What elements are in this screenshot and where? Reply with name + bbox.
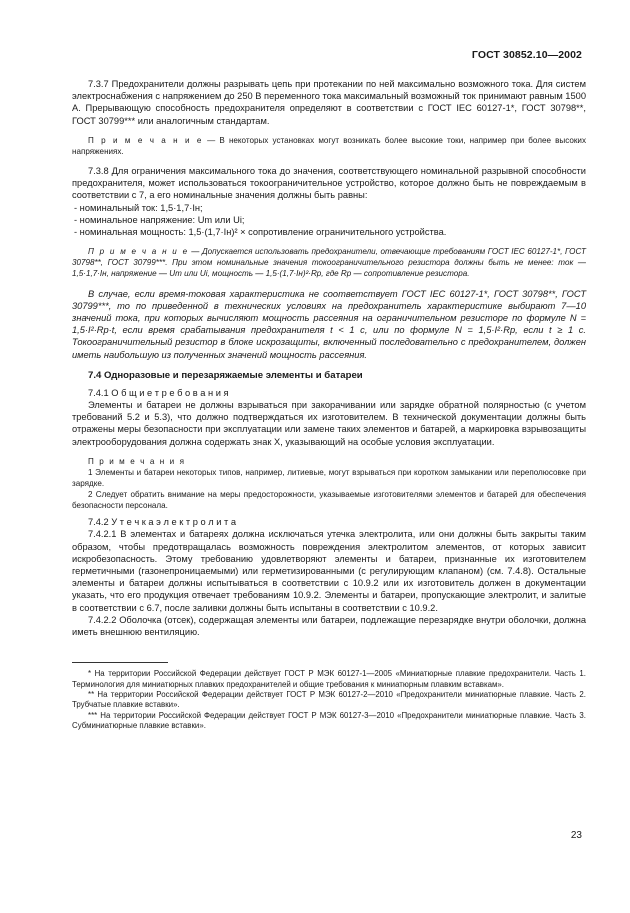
paragraph-7-4-1: Элементы и батареи не должны взрываться при закорачивании или зарядке обратной полярностью (с учетом требований 5.2 и 5.3), что должно подтверждаться их изготовителем. В технической документации должны быть отражены меры безопасности при эксплуатации или замене таких элементов и батарей, а маркировка взрывозащиты электрооборудования должна содержать знак X, указывающий на особые условия эксплуатации. (72, 399, 586, 447)
note-2-label: П р и м е ч а н и е (88, 247, 189, 257)
list-item-rated-voltage: - номинальное напряжение: Um или Ui; (74, 214, 245, 225)
footnote-2: ** На территории Российской Федерации действует ГОСТ Р МЭК 60127-2—2010 «Предохранители миниатюрные плавкие. Часть 2. Трубчатые плавкие вставки». (72, 690, 586, 710)
paragraph-7-3-8: 7.3.8 Для ограничения максимального тока до значения, соответствующего номинальной разрывной способности предохранителя, может использоваться токоограничительное устройство, которое должно быть не повреждаемым в соответствии с 7, а его номинальные значения должны быть равны: (72, 166, 586, 201)
notes-3-item-2: 2 Следует обратить внимание на меры предосторожности, указываемые изготовителями элементов и батарей для обеспечения безопасности персонала. (72, 490, 586, 511)
list-item-rated-current: - номинальный ток: 1,5·1,7·Iн; (74, 202, 203, 213)
page-content (72, 78, 586, 732)
note-1 (72, 135, 586, 157)
footnote-1: * На территории Российской Федерации действует ГОСТ Р МЭК 60127-1—2005 «Миниатюрные плавкие предохранители. Часть 1. Терминология для миниатюрных плавких предохранителей и общие требования к миниатюрным плавким вставкам». (72, 669, 586, 689)
note-1-text: — В некоторых установках могут возникать более высокие токи, например при более высоких напряжениях. (72, 135, 586, 156)
paragraph-time-current: В случае, если время-токовая характеристика не соответствует ГОСТ IEC 60127-1*, ГОСТ 30798**, ГОСТ 30799***, то по приведенной в технических условиях на предохранитель характеристике выбирают 7—10 значений тока, при которых вычисляют мощность рассеяния на ограничительном резисторе по формуле N = 1,5·I²·Rp·t, если время срабатывания предохранителя t < 1 с, или по формуле N = 1,5·I²·Rp, если t ≥ 1 с. Токоограничительный резистор в блоке искрозащиты, включенный последовательно с предохранителем, должен иметь наибольшую из полученных значений мощность рассеяния. (72, 288, 586, 360)
page-number: 23 (570, 830, 582, 841)
paragraph-7-4-2-1: 7.4.2.1 В элементах и батареях должна исключаться утечка электролита, или они должны быть закрыты таким образом, чтобы предотвращалась возможность повреждения электролитом элементов, от которых зависит искробезопасность. Этому требованию удовлетворяют элементы и батареи, признанные их изготовителем герметичными (газонепроницаемыми) или герметизированными (с регулирующим клапаном) (см. 7.4.8). Остальные элементы и батареи должны испытываться в соответствии с 10.9.2 или их изготовитель должен в документации указать, что его продукция отвечает требованиям 10.9.2. Элементы и батареи, пропускающие электролит, и залитые в соответствии с 6.7, после заливки должны быть испытаны в соответствии с 10.9.2. (72, 529, 586, 613)
subsection-heading-7-4-2: 7.4.2 У т е ч к а э л е к т р о л и т а (88, 517, 237, 528)
paragraph-7-4-2-2: 7.4.2.2 Оболочка (отсек), содержащая элементы или батареи, подлежащие перезарядке внутри оболочки, должна иметь внешнюю вентиляцию. (72, 614, 586, 638)
subsection-heading-7-4-1: 7.4.1 О б щ и е т р е б о в а н и я (88, 387, 229, 398)
list-item-rated-power: - номинальная мощность: 1,5·(1,7·Iн)² × сопротивление ограничительного устройства. (74, 227, 447, 238)
note-2 (72, 246, 586, 279)
note-1-label: П р и м е ч а н и е (88, 135, 203, 145)
notes-3-item-1: 1 Элементы и батареи некоторых типов, например, литиевые, могут взрываться при коротком замыкании или переполюсовке при зарядке. (72, 467, 586, 488)
note-2-text: — Допускается использовать предохранители, отвечающие требованиям ГОСТ IEC 60127-1*, ГОСТ 30798**, ГОСТ 30799***. При этом номинальные значения токоограничительного резистора должны быть не менее: ток — 1,5·1,7·Iн, напряжение — Um или Ui, мощность — 1,5·(1,7·Iн)²·Rp, где Rp — сопротивление резистора. (72, 247, 586, 279)
notes-3-label: П р и м е ч а н и я (88, 456, 186, 466)
footnote-divider (72, 662, 168, 663)
standard-header: ГОСТ 30852.10—2002 (471, 49, 582, 61)
section-heading-7-4: 7.4 Одноразовые и перезаряжаемые элементы и батареи (88, 369, 363, 381)
footnote-3: *** На территории Российской Федерации действует ГОСТ Р МЭК 60127-3—2010 «Предохранители миниатюрные плавкие. Часть 3. Субминиатюрные плавкие вставки». (72, 710, 586, 731)
paragraph-7-3-7: 7.3.7 Предохранители должны разрывать цепь при протекании по ней максимально возможного тока. Для систем электроснабжения с напряжением до 250 В переменного тока максимальный возможный ток принимают равным 1500 А. Прерывающую способность предохранителя определяют в соответствии с ГОСТ IEC 60127-1*, ГОСТ 30798**, ГОСТ 30799*** или аналогичным стандартам. (72, 79, 586, 126)
